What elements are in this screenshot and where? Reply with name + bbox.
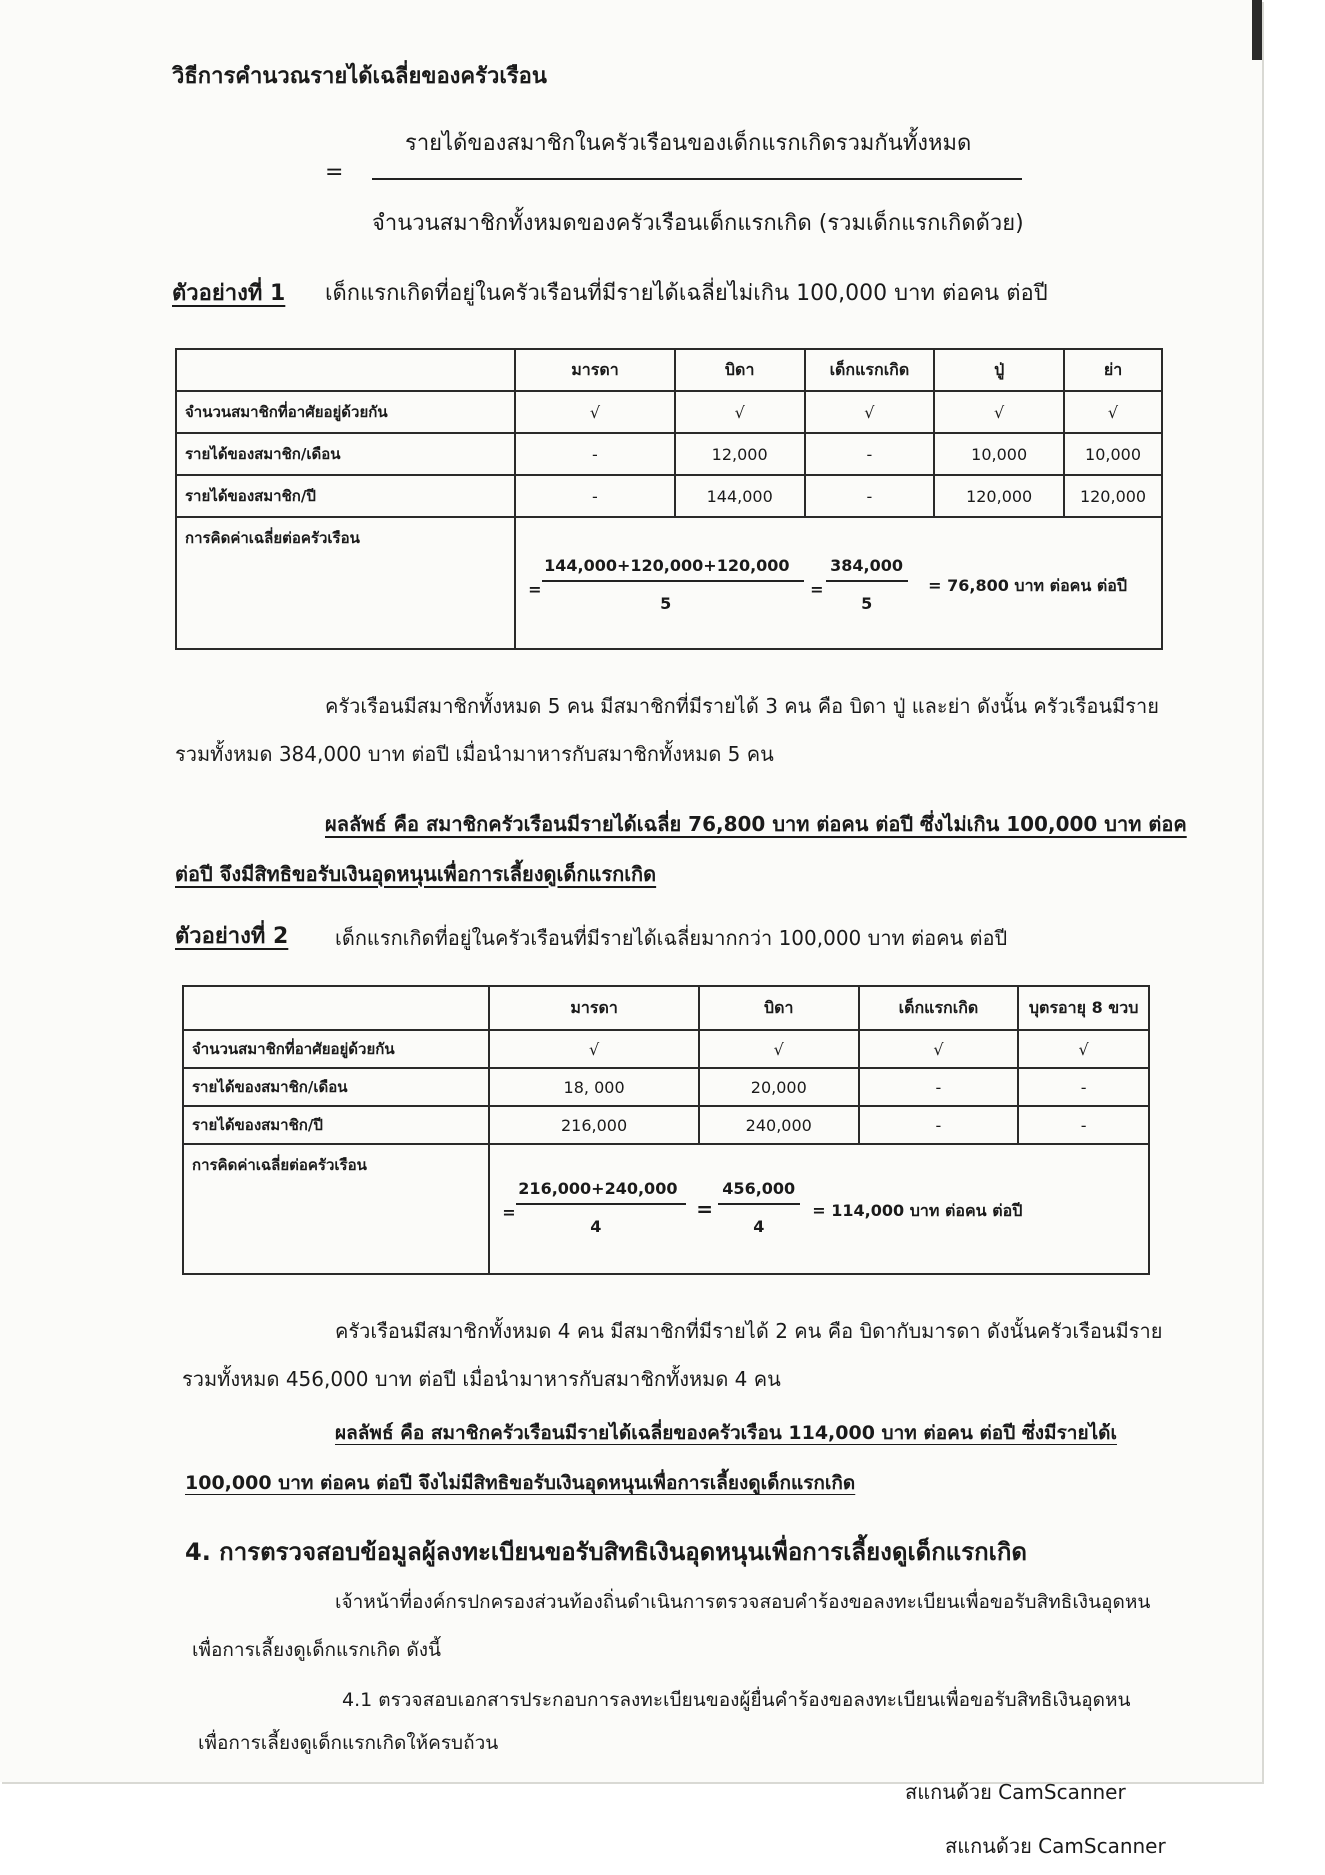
calc-cell (489, 1144, 1149, 1274)
calc-numerator: 144,000+120,000+120,000 (544, 556, 790, 575)
calc-denominator: 4 (753, 1217, 765, 1236)
table-cell: √ (1064, 391, 1162, 433)
table-cell: √ (699, 1030, 859, 1068)
header-cell: เด็กแรกเกิด (805, 349, 935, 391)
calc-fraction-line (826, 580, 908, 582)
section4-title: 4. การตรวจสอบข้อมูลผู้ลงทะเบียนขอรับสิทธิเงินอุดหนุนเพื่อการเลี้ยงดูเด็กแรกเกิด (185, 1538, 1028, 1566)
example1-result-line1: ผลลัพธ์ คือ สมาชิกครัวเรือนมีรายได้เฉลี่ย 76,800 บาท ต่อคน ต่อปี ซึ่งไม่เกิน 100,000 บาท ต่อค (325, 812, 1187, 836)
example2-description: เด็กแรกเกิดที่อยู่ในครัวเรือนที่มีรายได้เฉลี่ยมากกว่า 100,000 บาท ต่อคน ต่อปี (335, 926, 1008, 950)
row-label: จำนวนสมาชิกที่อาศัยอยู่ด้วยกัน (183, 1030, 489, 1068)
table-row (176, 475, 1162, 517)
table-cell: 144,000 (675, 475, 805, 517)
table-cell: √ (859, 1030, 1019, 1068)
row-label: รายได้ของสมาชิก/ปี (183, 1106, 489, 1144)
table-cell: √ (934, 391, 1064, 433)
row-label: รายได้ของสมาชิก/ปี (176, 475, 515, 517)
calc-fraction-line (542, 580, 804, 582)
table-cell: 216,000 (489, 1106, 699, 1144)
calc-equals: = (528, 580, 542, 599)
header-cell: บิดา (699, 986, 859, 1030)
calc-equals: = (696, 1197, 714, 1221)
header-cell: ปู่ (934, 349, 1064, 391)
table-cell: - (805, 475, 935, 517)
example2-explain-line1: ครัวเรือนมีสมาชิกทั้งหมด 4 คน มีสมาชิกที่มีรายได้ 2 คน คือ บิดากับมารดา ดังนั้นครัวเรือนมีราย (335, 1319, 1163, 1343)
calc-result: = 76,800 บาท ต่อคน ต่อปี (928, 576, 1128, 595)
table-cell: √ (489, 1030, 699, 1068)
formula-equals: = (325, 160, 344, 185)
section4-item41-line1: 4.1 ตรวจสอบเอกสารประกอบการลงทะเบียนของผู้ยื่นคำร้องขอลงทะเบียนเพื่อขอรับสิทธิเงินอุดหน (342, 1689, 1131, 1711)
example1-explain-line2: รวมทั้งหมด 384,000 บาท ต่อปี เมื่อนำมาหารกับสมาชิกทั้งหมด 5 คน (175, 742, 774, 766)
table-cell: 10,000 (934, 433, 1064, 475)
table-cell: - (1018, 1106, 1149, 1144)
formula-numerator: รายได้ของสมาชิกในครัวเรือนของเด็กแรกเกิดรวมกันทั้งหมด (405, 131, 972, 156)
table-cell: √ (675, 391, 805, 433)
table-cell: - (515, 475, 675, 517)
header-cell: ย่า (1064, 349, 1162, 391)
calc-cell (515, 517, 1162, 649)
section4-para1-line2: เพื่อการเลี้ยงดูเด็กแรกเกิด ดังนี้ (192, 1639, 441, 1661)
example1-label: ตัวอย่างที่ 1 (172, 281, 286, 306)
table-row (183, 1068, 1149, 1106)
calc-equals: = (502, 1203, 516, 1222)
header-cell: เด็กแรกเกิด (859, 986, 1019, 1030)
table-cell: 18, 000 (489, 1068, 699, 1106)
table-cell: - (859, 1106, 1019, 1144)
formula-fraction-line (372, 178, 1022, 180)
camscanner-watermark-outer: สแกนด้วย CamScanner (945, 1834, 1166, 1858)
example2-explain-line2: รวมทั้งหมด 456,000 บาท ต่อปี เมื่อนำมาหารกับสมาชิกทั้งหมด 4 คน (182, 1367, 781, 1391)
table-corner-cell (176, 349, 515, 391)
table-calc-row (176, 517, 1162, 649)
table-cell: 12,000 (675, 433, 805, 475)
row-label: จำนวนสมาชิกที่อาศัยอยู่ด้วยกัน (176, 391, 515, 433)
row-label: รายได้ของสมาชิก/เดือน (176, 433, 515, 475)
calc-numerator: 384,000 (830, 556, 903, 575)
calc-numerator: 216,000+240,000 (518, 1179, 678, 1198)
calc-denominator: 5 (861, 594, 873, 613)
table-calc-row (183, 1144, 1149, 1274)
calc-result: = 114,000 บาท ต่อคน ต่อปี (812, 1201, 1023, 1220)
calc-numerator: 456,000 (722, 1179, 796, 1198)
camscanner-watermark-inner: สแกนด้วย CamScanner (905, 1780, 1126, 1804)
section4-item41-line2: เพื่อการเลี้ยงดูเด็กแรกเกิดให้ครบถ้วน (198, 1732, 499, 1754)
example1-table (175, 348, 1163, 650)
calc-equals: = (810, 580, 824, 599)
table-cell: √ (1018, 1030, 1149, 1068)
example2-result-line1: ผลลัพธ์ คือ สมาชิกครัวเรือนมีรายได้เฉลี่ยของครัวเรือน 114,000 บาท ต่อคน ต่อปี ซึ่งมีรายได้เ (335, 1422, 1117, 1444)
table-row (183, 1106, 1149, 1144)
section-heading: วิธีการคำนวณรายได้เฉลี่ยของครัวเรือน (172, 64, 547, 89)
example1-description: เด็กแรกเกิดที่อยู่ในครัวเรือนที่มีรายได้เฉลี่ยไม่เกิน 100,000 บาท ต่อคน ต่อปี (325, 281, 1048, 306)
table-cell: - (805, 433, 935, 475)
table-cell: 120,000 (934, 475, 1064, 517)
table-row (183, 1030, 1149, 1068)
calc-fraction-line (516, 1203, 686, 1205)
calc-fraction-line (718, 1203, 800, 1205)
table-cell: 20,000 (699, 1068, 859, 1106)
example2-table (182, 985, 1150, 1275)
section4-para1-line1: เจ้าหน้าที่องค์กรปกครองส่วนท้องถิ่นดำเนินการตรวจสอบคำร้องขอลงทะเบียนเพื่อขอรับสิทธิเงินอุดหน (335, 1591, 1151, 1613)
header-cell: มารดา (489, 986, 699, 1030)
table-cell: 240,000 (699, 1106, 859, 1144)
table-header-row (176, 349, 1162, 391)
row-label: การคิดค่าเฉลี่ยต่อครัวเรือน (176, 517, 515, 649)
header-cell: บุตรอายุ 8 ขวบ (1018, 986, 1149, 1030)
table-cell: √ (515, 391, 675, 433)
page-edge-shadow (1252, 0, 1262, 60)
table-cell: - (1018, 1068, 1149, 1106)
table-row (176, 391, 1162, 433)
table-cell: √ (805, 391, 935, 433)
example1-result-line2: ต่อปี จึงมีสิทธิขอรับเงินอุดหนุนเพื่อการเลี้ยงดูเด็กแรกเกิด (175, 862, 657, 886)
header-cell: มารดา (515, 349, 675, 391)
table-header-row (183, 986, 1149, 1030)
table-row (176, 433, 1162, 475)
example1-explain-line1: ครัวเรือนมีสมาชิกทั้งหมด 5 คน มีสมาชิกที่มีรายได้ 3 คน คือ บิดา ปู่ และย่า ดังนั้น ครัวเรือนมีราย (325, 694, 1159, 718)
table-cell: - (859, 1068, 1019, 1106)
table-cell: 120,000 (1064, 475, 1162, 517)
table-cell: 10,000 (1064, 433, 1162, 475)
header-cell: บิดา (675, 349, 805, 391)
example2-result-line2: 100,000 บาท ต่อคน ต่อปี จึงไม่มีสิทธิขอรับเงินอุดหนุนเพื่อการเลี้ยงดูเด็กแรกเกิด (185, 1472, 856, 1494)
calc-denominator: 5 (660, 594, 672, 613)
row-label: การคิดค่าเฉลี่ยต่อครัวเรือน (183, 1144, 489, 1274)
table-corner-cell (183, 986, 489, 1030)
row-label: รายได้ของสมาชิก/เดือน (183, 1068, 489, 1106)
example2-label: ตัวอย่างที่ 2 (175, 924, 289, 949)
table-cell: - (515, 433, 675, 475)
formula-denominator: จำนวนสมาชิกทั้งหมดของครัวเรือนเด็กแรกเกิด (รวมเด็กแรกเกิดด้วย) (372, 211, 1024, 236)
calc-denominator: 4 (590, 1217, 602, 1236)
